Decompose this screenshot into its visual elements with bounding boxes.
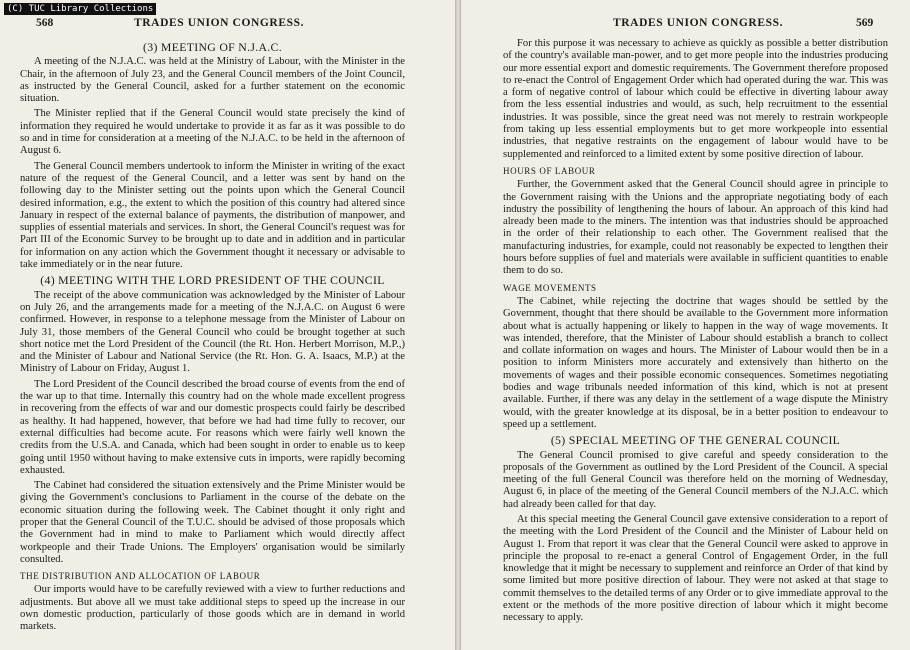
running-head: TRADES UNION CONGRESS. [613, 17, 784, 29]
section-heading: (4) MEETING WITH THE LORD PRESIDENT OF THE COUNCIL [40, 273, 385, 288]
section-heading: (5) SPECIAL MEETING OF THE GENERAL COUNCIL [550, 433, 841, 448]
paragraph: The receipt of the above communication was acknowledged by the Minister of Labour on July 26, and the arrangements made for a meeting of the N.J.A.C. on August 6 were confirmed. However, in response to a telephone message from the Minister of Labour on July 31, those members of the General Council who could be brought together at such short notice met the Lord President of the Council (the Rt. Hon. Herbert Morrison, M.P.,) and the Minister of Labour and National Service (the Rt. Hon. G. A. Isaacs, M.P.) at the Ministry of Labour on Friday, August 1. [20, 289, 405, 375]
text-column [503, 38, 888, 628]
paragraph: The General Council promised to give careful and speedy consideration to the proposals of the Government as outlined by the Lord President of the Council. A special meeting of the full General Council was therefore held on the morning of Wednesday, August 6, in place of the meeting of the General Council members of the N.J.A.C. which had already been called for that day. [503, 449, 888, 510]
left-page [0, 0, 452, 650]
subsection-heading: THE DISTRIBUTION AND ALLOCATION OF LABOUR [20, 571, 261, 582]
subsection-heading: HOURS OF LABOUR [503, 165, 596, 176]
paragraph: At this special meeting the General Council gave extensive consideration to a report of the meeting with the Lord President of the Council and the Minister of Labour held on August 1. From that report it was clear that the General Council were asked to approve in principle the proposal to re-enact a general Control of Engagement Order, in the full knowledge that it might be necessary to supplement and reinforce an Order of that kind by some limited but more positive direction of labour. They were not asked at that stage to commit themselves to the detailed terms of any Order or to give immediate approval to the extent or the methods of the more positive direction of labour which it might become necessary to apply. [503, 513, 888, 624]
subsection-heading: WAGE MOVEMENTS [503, 282, 597, 293]
paragraph: For this purpose it was necessary to achieve as quickly as possible a better distribution of the country's available man-power, and to get more people into the industries producing our more essential export and domestic requirements. The Government therefore proposed to re-enact the Control of Engagement Order which had operated during the war. This was a form of negative control of labour which could be effective in diverting labour away from the less essential industries and would, as such, help recruitment to the essential industries. It was possible, since the great need was not merely to restrain workpeople from taking up less essential employments but to get more workpeople into essential industries, that negative restraints on the engagement of labour would have to be supplemented and reinforced to a limited extent by some positive direction of labour. [503, 38, 888, 160]
copyright-watermark: (C) TUC Library Collections [4, 3, 156, 15]
paragraph: The General Council members undertook to inform the Minister in writing of the exact nature of the request of the General Council, and a letter was sent by hand on the following day to the Minister setting out the points upon which the General Council desired information, e.g., the extent to which the position of this country had altered since January in respect of the external balance of payments, the distribution of manpower, and supplies of essential materials and services. In short, the General Council's request was for Part III of the Economic Survey to be brought up to date and in addition and in particular for information on any action which the Government thought it necessary or advisable to take immediately or in the near future. [20, 160, 405, 271]
paragraph: Our imports would have to be carefully reviewed with a view to further reductions and adjustments. But above all we must take additional steps to speed up the increase in our own domestic production, particularly of those goods which are in demand in world markets. [20, 584, 405, 633]
text-column [20, 38, 405, 637]
paragraph: The Cabinet, while rejecting the doctrine that wages should be settled by the Government, thought that there should be available to the Government more information about what is actually happening or likely to happen in the way of wage movements. It was intended, therefore, that the Minister of Labour should establish a branch to collect and collate information on wages and hours. The Minister of Labour would then be in a position to inform Ministers more accurately and extensively than hitherto on the movements of wages and their possible economic consequences. Sometimes negotiating bodies and wage tribunals needed information of this kind, which is not at present available. Further, if there was any delay in the settlement of a wage dispute the Ministry would, with the greater knowledge at its disposal, be in a better position to endeavour to speed up a settlement. [503, 295, 888, 430]
page-number: 569 [856, 17, 874, 29]
running-head: TRADES UNION CONGRESS. [134, 17, 305, 29]
paragraph: A meeting of the N.J.A.C. was held at the Ministry of Labour, with the Minister in the Chair, in the afternoon of July 23, and the General Council members of the Joint Council, as instructed by the General Council, asked for a further statement on the economic situation. [20, 56, 405, 105]
right-page [463, 0, 910, 650]
paragraph: The Minister replied that if the General Council would state precisely the kind of information they required he would undertake to provide it as far as it was possible to do so and in time for consideration at a meeting of the N.J.A.C. to be held in the afternoon of August 6. [20, 108, 405, 157]
page-gutter [455, 0, 461, 650]
section-heading: (3) MEETING OF N.J.A.C. [143, 40, 282, 54]
paragraph: The Lord President of the Council described the broad course of events from the end of the war up to that time. Internally this country had on the whole made excellent progress in recovering from the effects of war and our domestic prospects could fairly be described as healthy. It had happened, however, that before we had had time fully to recover, our external difficulties had become acute. For reasons which were fairly well known the credits from the U.S.A. and Canada, which had been sought in order to enable us to keep going until 1950 without having to make extensive cuts in imports, were rapidly becoming exhausted. [20, 378, 405, 476]
paragraph: The Cabinet had considered the situation extensively and the Prime Minister would be giving the Government's conclusions to Parliament in the course of the debate on the economic situation during the following week. The Cabinet thought it only right and proper that the General Council of the T.U.C. should be advised of those proposals which the Government had in mind to make to Parliament which would directly affect workpeople and their Trade Unions. The Employers' organisation would be similarly consulted. [20, 480, 405, 565]
page-number: 568 [36, 17, 54, 29]
paragraph: Further, the Government asked that the General Council should agree in principle to the Government raising with the Unions and the appropriate negotiating body of each industry the possibility of lengthening the hours of labour. An approach of this kind had already been made to the miners. The intention was that industries should be approached in the order of their relationship to each other. The Government realised that the manufacturing industries, for example, could not reasonably be expected to lengthen their hours before supplies of fuel and materials were available in sufficient quantities to enable them to do so. [503, 179, 888, 277]
